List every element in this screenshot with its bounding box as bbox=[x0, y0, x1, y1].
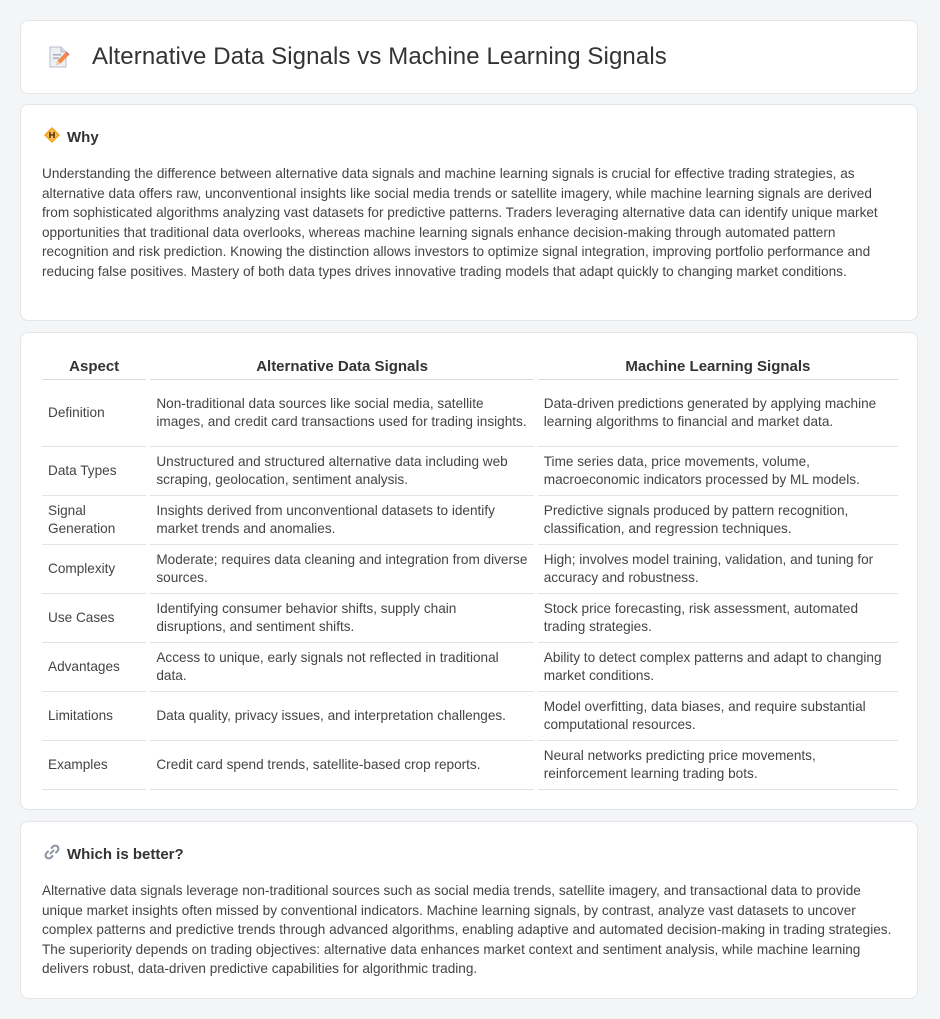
table-header-row bbox=[42, 354, 898, 380]
document-edit-icon bbox=[46, 45, 70, 74]
alternative-data-cell: Non-traditional data sources like social media, satellite images, and credit card transactions used for trading insights. bbox=[148, 380, 535, 447]
table-row bbox=[42, 496, 898, 545]
aspect-cell: Data Types bbox=[42, 447, 148, 496]
better-heading-row bbox=[43, 843, 184, 865]
machine-learning-cell: High; involves model training, validation, and tuning for accuracy and robustness. bbox=[536, 545, 898, 594]
why-section bbox=[20, 104, 918, 321]
link-icon bbox=[43, 843, 61, 865]
table-row bbox=[42, 692, 898, 741]
aspect-cell: Examples bbox=[42, 741, 148, 790]
diamond-warning-icon bbox=[43, 126, 61, 148]
table-row bbox=[42, 594, 898, 643]
machine-learning-cell: Time series data, price movements, volume, macroeconomic indicators processed by ML models. bbox=[536, 447, 898, 496]
alternative-data-cell: Insights derived from unconventional datasets to identify market trends and anomalies. bbox=[148, 496, 535, 545]
aspect-cell: Signal Generation bbox=[42, 496, 148, 545]
machine-learning-cell: Predictive signals produced by pattern recognition, classification, and regression techniques. bbox=[536, 496, 898, 545]
machine-learning-cell: Model overfitting, data biases, and require substantial computational resources. bbox=[536, 692, 898, 741]
table-row bbox=[42, 643, 898, 692]
why-text: Understanding the difference between alternative data signals and machine learning signals is crucial for effective trading strategies, as alternative data offers raw, unconventional insights like social media trends or satellite imagery, while machine learning signals are derived from sophisticated algorithms analyzing vast datasets for predictive patterns. Traders leveraging alternative data can identify unique market opportunities that traditional data overlooks, whereas machine learning signals enhance decision-making through automated pattern recognition and risk prediction. Knowing the distinction allows investors to optimize signal integration, improving portfolio performance and reducing false positives. Mastery of both data types drives innovative trading models that adapt quickly to changing market conditions. bbox=[42, 166, 878, 279]
comparison-table-card bbox=[20, 332, 918, 810]
machine-learning-cell: Stock price forecasting, risk assessment, automated trading strategies. bbox=[536, 594, 898, 643]
table-row bbox=[42, 545, 898, 594]
aspect-cell: Use Cases bbox=[42, 594, 148, 643]
header-aspect: Aspect bbox=[42, 354, 148, 380]
table-row bbox=[42, 741, 898, 790]
alternative-data-cell: Access to unique, early signals not reflected in traditional data. bbox=[148, 643, 535, 692]
aspect-cell: Complexity bbox=[42, 545, 148, 594]
header-machine-learning: Machine Learning Signals bbox=[536, 354, 898, 380]
which-is-better-section bbox=[20, 821, 918, 999]
aspect-cell: Definition bbox=[42, 380, 148, 447]
comparison-table bbox=[42, 354, 898, 790]
why-heading-row bbox=[43, 126, 99, 148]
alternative-data-cell: Identifying consumer behavior shifts, supply chain disruptions, and sentiment shifts. bbox=[148, 594, 535, 643]
why-heading: Why bbox=[67, 128, 99, 146]
machine-learning-cell: Data-driven predictions generated by applying machine learning algorithms to financial and market data. bbox=[536, 380, 898, 447]
header-alternative-data: Alternative Data Signals bbox=[148, 354, 535, 380]
aspect-cell: Limitations bbox=[42, 692, 148, 741]
aspect-cell: Advantages bbox=[42, 643, 148, 692]
better-text: Alternative data signals leverage non-traditional sources such as social media trends, satellite imagery, and transactional data to provide unique market insights often missed by conventional indicators. Machine learning signals, by contrast, analyze vast datasets to uncover complex patterns and predictive trends through advanced algorithms, enabling adaptive and automated decision-making in trading strategies. The superiority depends on trading objectives: alternative data enhances market context and sentiment analysis, while machine learning delivers robust, data-driven predictive capabilities for algorithmic trading. bbox=[42, 883, 892, 976]
alternative-data-cell: Credit card spend trends, satellite-based crop reports. bbox=[148, 741, 535, 790]
header-card bbox=[20, 20, 918, 94]
page-title: Alternative Data Signals vs Machine Learning Signals bbox=[92, 43, 667, 70]
table-row bbox=[42, 447, 898, 496]
alternative-data-cell: Moderate; requires data cleaning and integration from diverse sources. bbox=[148, 545, 535, 594]
alternative-data-cell: Data quality, privacy issues, and interpretation challenges. bbox=[148, 692, 535, 741]
alternative-data-cell: Unstructured and structured alternative data including web scraping, geolocation, sentiment analysis. bbox=[148, 447, 535, 496]
machine-learning-cell: Ability to detect complex patterns and adapt to changing market conditions. bbox=[536, 643, 898, 692]
table-row bbox=[42, 380, 898, 447]
better-heading: Which is better? bbox=[67, 845, 184, 863]
machine-learning-cell: Neural networks predicting price movements, reinforcement learning trading bots. bbox=[536, 741, 898, 790]
